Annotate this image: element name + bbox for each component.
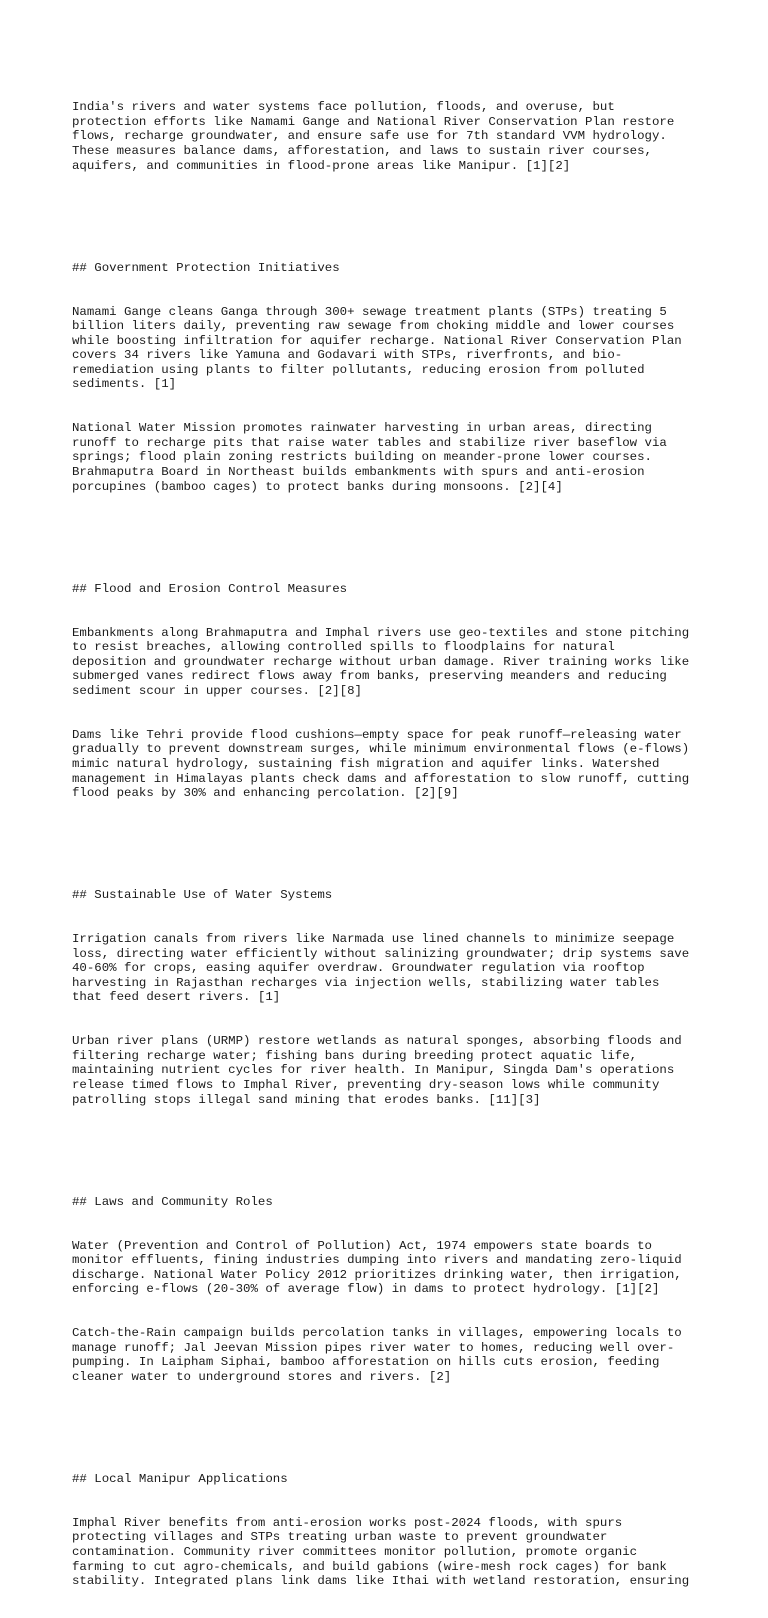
section-heading-sustainable-use: ## Sustainable Use of Water Systems bbox=[72, 888, 333, 903]
intro-paragraph: India's rivers and water systems face pollution, floods, and overuse, but protection efforts like Namami Gange and National River Conservation Plan restore flows, recharge groundwater, and ensure safe use for 7th standard VVM hydrology. These measures balance dams, afforestation, and laws to sustain river courses, aquifers, and communities in flood-prone areas like Manipur. [1][2] bbox=[72, 100, 675, 173]
document-body bbox=[72, 71, 712, 1618]
paragraph-gap bbox=[72, 1136, 712, 1151]
section-paragraph: Water (Prevention and Control of Pollution) Act, 1974 empowers state boards to monitor effluents, fining industries dumping into rivers and mandating zero-liquid discharge. National Water Policy 2012 prioritizes drinking water, then irrigation, enforcing e-flows (20-30% of average flow) in dams to protect hydrology. [1][2] bbox=[72, 1238, 682, 1297]
section-paragraph: National Water Mission promotes rainwater harvesting in urban areas, directing runoff to recharge pits that raise water tables and stabilize river baseflow via springs; flood plain zoning restricts building on meander-prone lower courses. Brahmaputra Board in Northeast builds embankments with spurs and anti-erosion porcupines (bamboo cages) to protect banks during monsoons. [2][4] bbox=[72, 421, 667, 494]
paragraph-gap bbox=[72, 202, 712, 217]
section-paragraph: Catch-the-Rain campaign builds percolation tanks in villages, empowering locals to manage runoff; Jal Jeevan Mission pipes river water to homes, reducing well over- pumping. In Laipham Siphai, bamboo afforestation on hills cuts erosion, feeding cleaner water to underground stores and rivers. [2] bbox=[72, 1326, 682, 1384]
section-paragraph: Namami Gange cleans Ganga through 300+ sewage treatment plants (STPs) treating 5 billion liters daily, preventing raw sewage from choking middle and lower courses while boosting infiltration for aquifer recharge. National River Conservation Plan covers 34 rivers like Yamuna and Godavari with STPs, riverfronts, and bio- remediation using plants to filter pollutants, reducing erosion from polluted sediments. [1] bbox=[72, 304, 682, 392]
section-heading-laws-community: ## Laws and Community Roles bbox=[72, 1194, 273, 1209]
section-heading-flood-erosion: ## Flood and Erosion Control Measures bbox=[72, 581, 348, 596]
section-paragraph: Embankments along Brahmaputra and Imphal rivers use geo-textiles and stone pitching to resist breaches, allowing controlled spills to floodplains for natural deposition and groundwater recharge without urban damage. River training works like submerged vanes redirect flows away from banks, preserving meanders and reducing sediment scour in upper courses. [2][8] bbox=[72, 625, 690, 698]
section-paragraph: Imphal River benefits from anti-erosion works post-2024 floods, with spurs protecting villages and STPs treating urban waste to prevent groundwater contamination. Community river committees monitor pollution, promote organic farming to cut agro-chemicals, and build gabions (wire-mesh rock cages) for bank stability. Integrated plans link dams like Ithai with wetland restoration, ensuring bbox=[72, 1515, 690, 1589]
paragraph-gap bbox=[72, 523, 712, 538]
section-paragraph: Irrigation canals from rivers like Narmada use lined channels to minimize seepage loss, directing water efficiently without salinizing groundwater; drip systems save 40-60% for crops, easing aquifer overdraw. Groundwater regulation via rooftop harvesting in Rajasthan recharges via injection wells, stabilizing water tables that feed desert rivers. [1] bbox=[72, 932, 690, 1005]
section-paragraph: Urban river plans (URMP) restore wetlands as natural sponges, absorbing floods and filtering recharge water; fishing bans during breeding protect aquatic life, maintaining nutrient cycles for river health. In Manipur, Singda Dam's operations release timed flows to Imphal River, preventing dry-season lows while community patrolling stops illegal sand mining that erodes banks. [11][3] bbox=[72, 1034, 682, 1107]
section-paragraph: Dams like Tehri provide flood cushions—empty space for peak runoff—releasing water gradually to prevent downstream surges, while minimum environmental flows (e-flows) mimic natural hydrology, sustaining fish migration and aquifer links. Watershed management in Himalayas plants check dams and afforestation to slow runoff, cutting flood peaks by 30% and enhancing percolation. [2][9] bbox=[72, 727, 690, 801]
section-heading-manipur: ## Local Manipur Applications bbox=[72, 1472, 288, 1486]
section-heading-government: ## Government Protection Initiatives bbox=[72, 260, 340, 275]
paragraph-gap bbox=[72, 1414, 712, 1429]
paragraph-gap bbox=[72, 830, 712, 845]
